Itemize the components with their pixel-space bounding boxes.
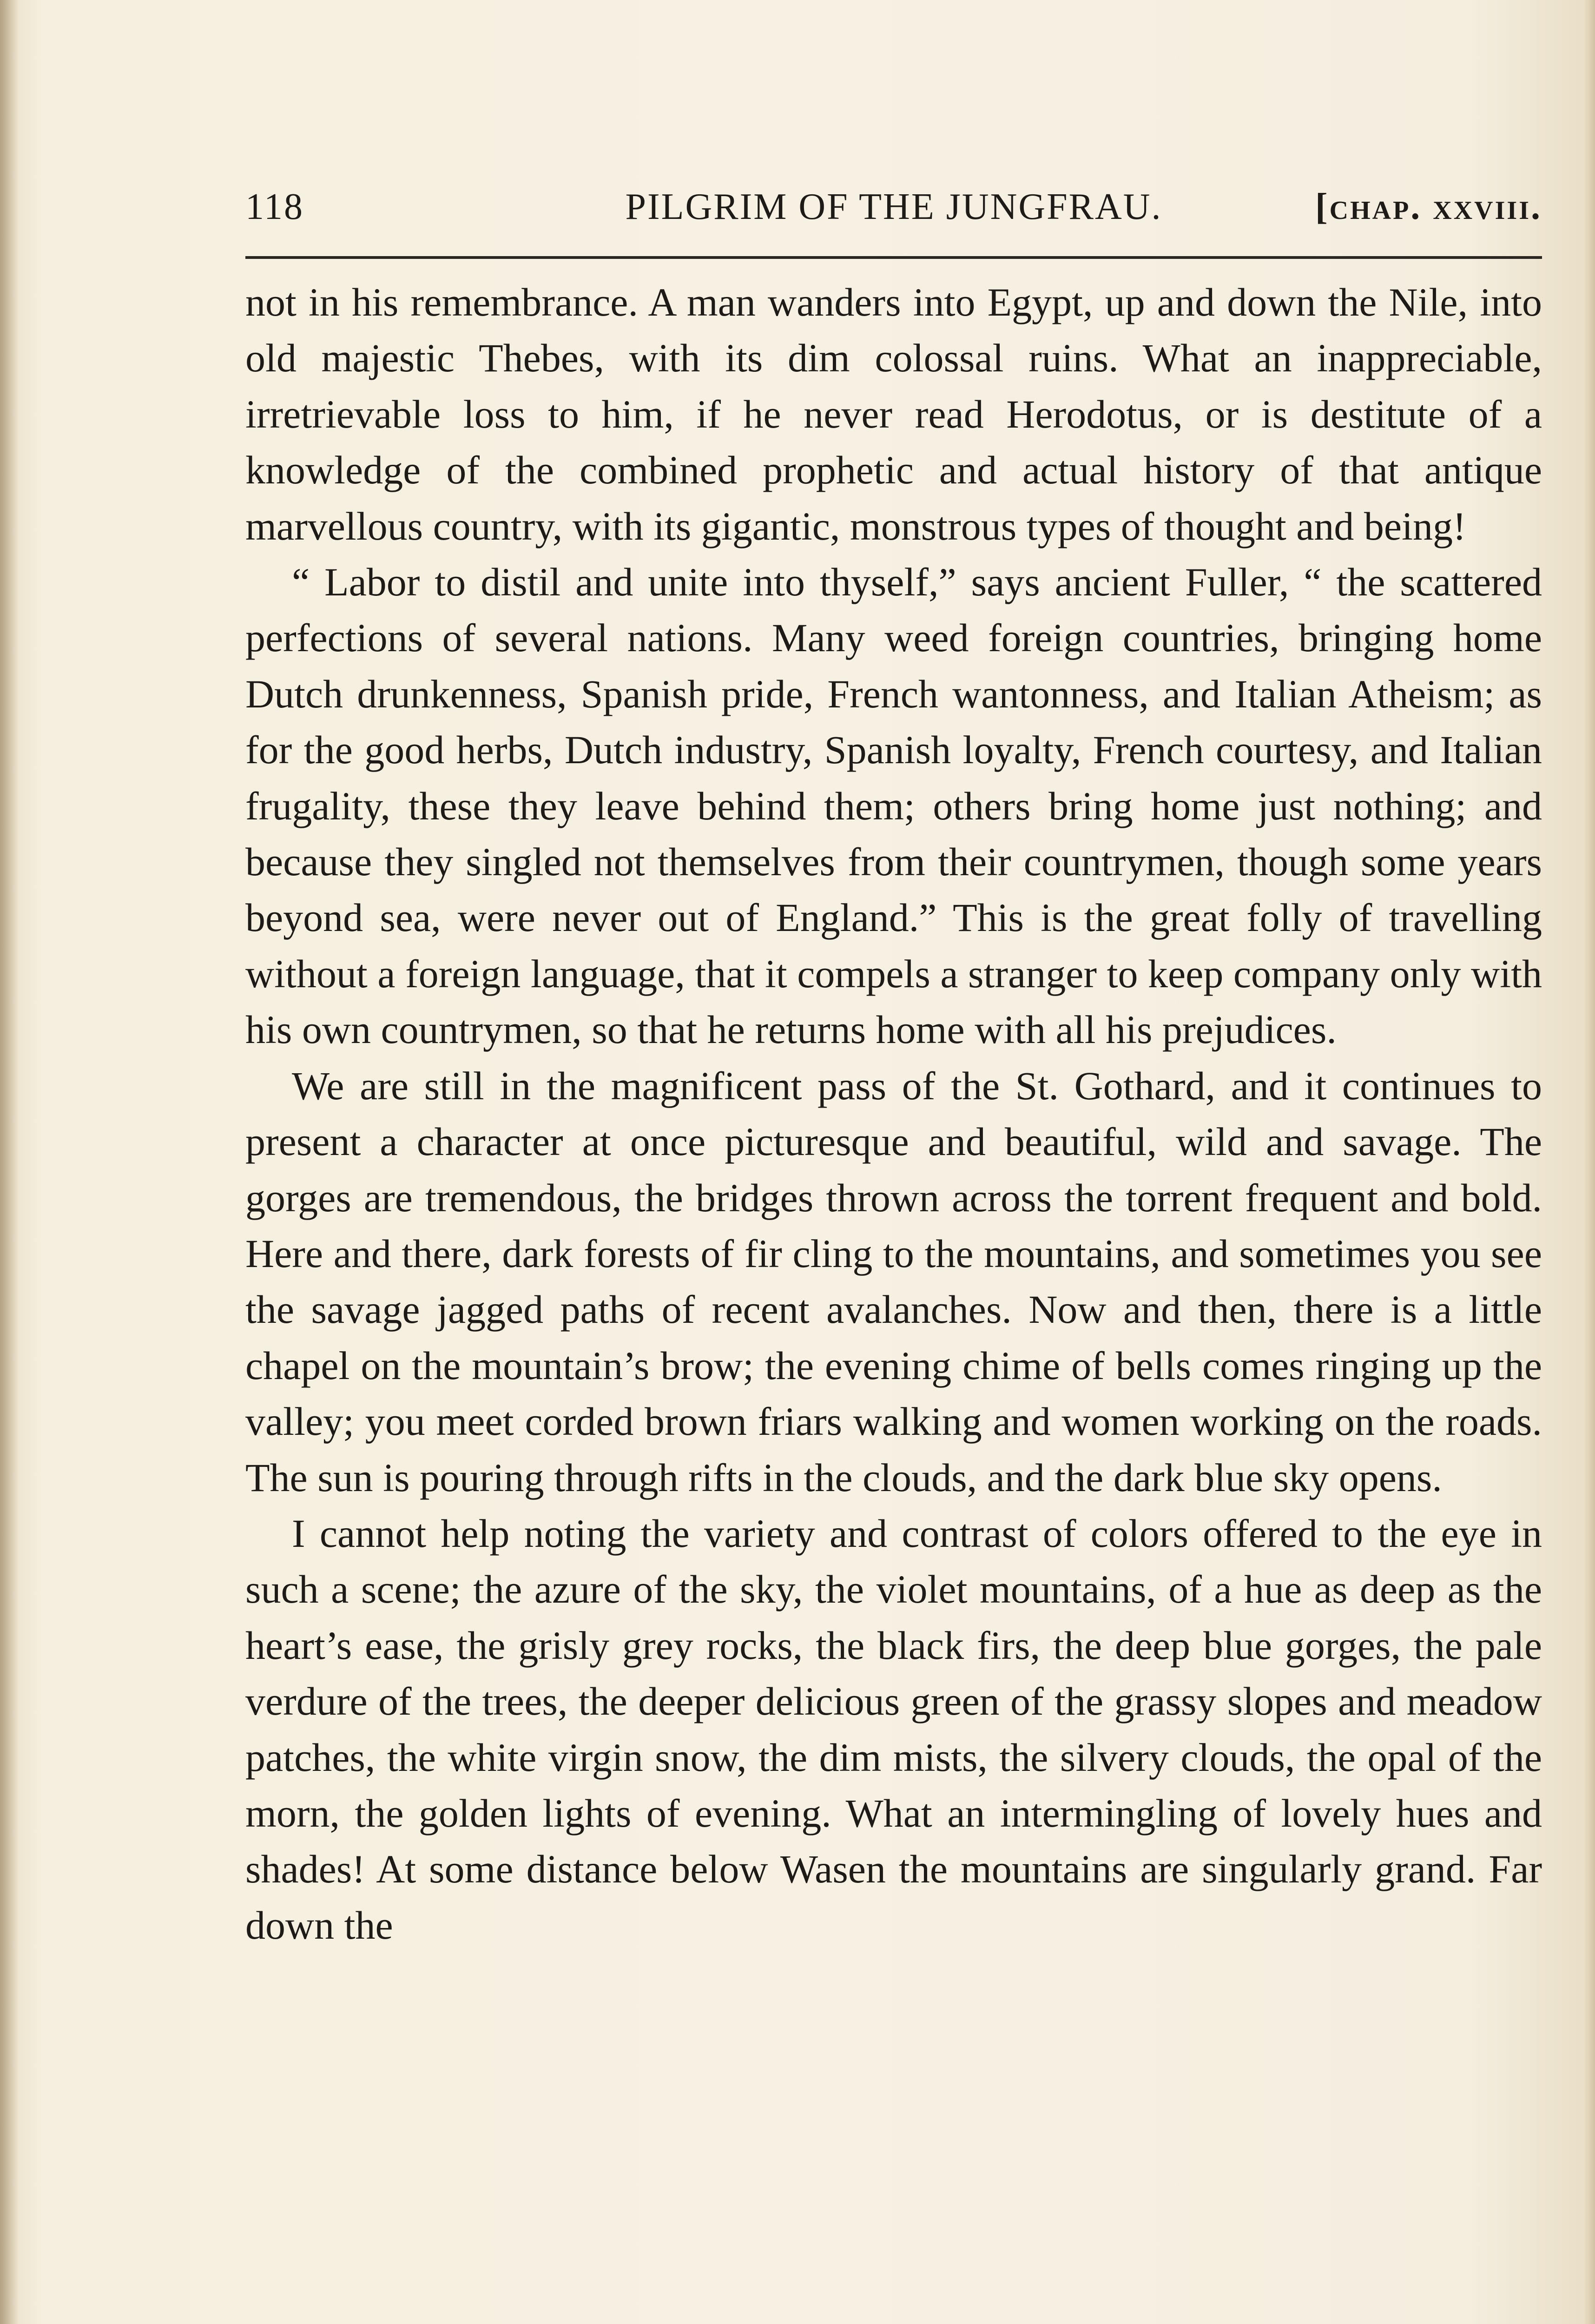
chapter-reference: [chap. xxviii.	[1315, 186, 1542, 227]
paragraph-4: I cannot help noting the variety and contrast of colors offered to the eye in such a scene; the azure of the sky, the violet mountains, of a hue as deep as the heart’s ease, the grisly grey rocks, the black firs, the deep blue gorges, the pale verdure of the trees, the deeper delicious green of the grassy slopes and meadow patches, the white virgin snow, the dim mists, the silvery clouds, the opal of the morn, the golden lights of evening. What an intermingling of lovely hues and shades! At some distance below Wasen the mountains are singularly grand. Far down the	[245, 1511, 1542, 1948]
page-edge-shading	[1584, 0, 1595, 2324]
paragraph-2: “ Labor to distil and unite into thyself,” says ancient Fuller, “ the scattered perfections of several nations. Many weed foreign countries, bringing home Dutch drunkenness, Spanish pride, French wantonness, and Italian Atheism; as for the good herbs, Dutch industry, Spanish loyalty, French courtesy, and Italian frugality, these they leave behind them; others bring home just nothing; and because they singled not themselves from their countrymen, though some years beyond sea, were never out of England.” This is the great folly of travelling without a foreign language, that it compels a stranger to keep company only with his own countrymen, so that he returns home with all his prejudices.	[245, 560, 1542, 1052]
running-title: PILGRIM OF THE JUNGFRAU.	[625, 186, 1162, 227]
running-header	[245, 186, 1542, 242]
paragraph-3: We are still in the magnificent pass of the St. Gothard, and it continues to present a character at once picturesque and beautiful, wild and savage. The gorges are tremendous, the bridges thrown across the torrent frequent and bold. Here and there, dark forests of fir cling to the mountains, and sometimes you see the savage jagged paths of recent avalanches. Now and then, there is a little chapel on the mountain’s brow; the evening chime of bells comes ringing up the valley; you meet corded brown friars walking and women working on the roads. The sun is pouring through rifts in the clouds, and the dark blue sky opens.	[245, 1063, 1542, 1500]
header-rule	[245, 256, 1542, 259]
page-number: 118	[245, 186, 304, 227]
paragraph-1: not in his remembrance. A man wanders into Egypt, up and down the Nile, into old majestic Thebes, with its dim colossal ruins. What an inappreciable, irretrievable loss to him, if he never read Herodotus, or is destitute of a knowledge of the combined prophetic and actual history of that antique marvellous country, with its gigantic, monstrous types of thought and being!	[245, 280, 1542, 548]
body-text	[245, 274, 1542, 1953]
book-gutter-shadow	[0, 0, 19, 2324]
